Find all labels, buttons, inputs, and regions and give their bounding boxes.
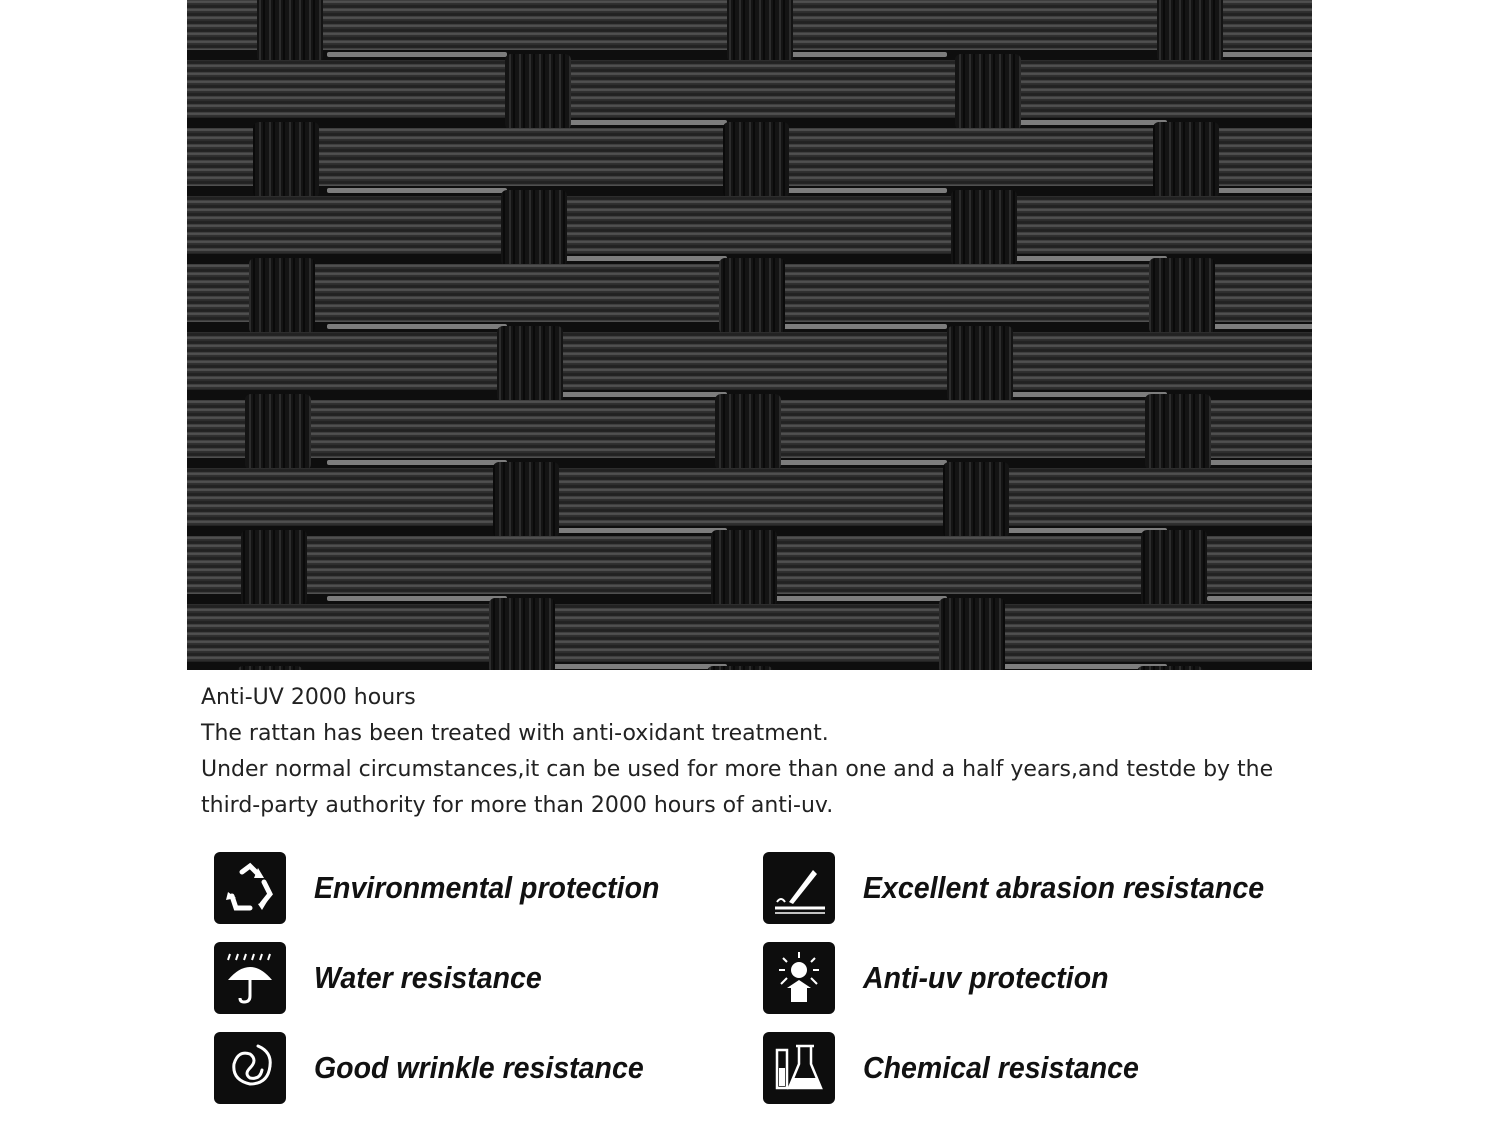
weave-light-gap — [547, 528, 727, 533]
weave-vertical-strand — [723, 122, 789, 198]
weave-light-gap — [327, 460, 507, 465]
flask-icon — [763, 1032, 835, 1104]
weave-vertical-strand — [493, 462, 559, 538]
feature-label: Anti-uv protection — [863, 960, 1109, 995]
weave-light-gap — [987, 392, 1167, 397]
weave-vertical-strand — [257, 0, 323, 62]
swirl-icon — [214, 1032, 286, 1104]
weave-vertical-strand — [1149, 258, 1215, 334]
weave-vertical-strand — [241, 530, 307, 606]
weave-vertical-strand — [489, 598, 555, 670]
feature-anti-uv-protection — [763, 942, 1130, 1014]
weave-vertical-strand — [249, 258, 315, 334]
feature-wrinkle-resistance — [214, 1032, 672, 1104]
weave-vertical-strand — [237, 666, 303, 670]
weave-horizontal-strand — [187, 468, 1312, 526]
weave-light-gap — [767, 324, 947, 329]
weave-vertical-strand — [1141, 530, 1207, 606]
feature-chemical-resistance — [763, 1032, 1163, 1104]
weave-light-gap — [547, 392, 727, 397]
rattan-weave-photo — [187, 0, 1312, 670]
feature-water-resistance — [214, 942, 562, 1014]
weave-light-gap — [767, 460, 947, 465]
weave-vertical-strand — [727, 0, 793, 62]
umbrella-rain-icon — [214, 942, 286, 1014]
feature-label: Excellent abrasion resistance — [863, 870, 1265, 905]
weave-horizontal-strand — [187, 196, 1312, 254]
sun-uv-icon — [763, 942, 835, 1014]
weave-light-gap — [1207, 324, 1312, 329]
weave-light-gap — [547, 664, 727, 669]
weave-vertical-strand — [711, 530, 777, 606]
weave-vertical-strand — [497, 326, 563, 402]
weave-light-gap — [1207, 460, 1312, 465]
weave-vertical-strand — [955, 54, 1021, 130]
weave-vertical-strand — [943, 462, 1009, 538]
weave-vertical-strand — [951, 190, 1017, 266]
description-block — [201, 680, 1311, 824]
weave-vertical-strand — [719, 258, 785, 334]
weave-vertical-strand — [505, 54, 571, 130]
weave-light-gap — [767, 52, 947, 57]
weave-light-gap — [547, 120, 727, 125]
weave-horizontal-strand — [187, 604, 1312, 662]
description-line-3: third-party authority for more than 2000 hours of anti-uv. — [201, 793, 834, 818]
feature-abrasion-resistance — [763, 852, 1299, 924]
weave-vertical-strand — [939, 598, 1005, 670]
description-heading: Anti-UV 2000 hours — [201, 685, 416, 710]
weave-light-gap — [327, 324, 507, 329]
weave-light-gap — [1207, 188, 1312, 193]
weave-light-gap — [767, 596, 947, 601]
feature-label: Chemical resistance — [863, 1050, 1139, 1085]
weave-light-gap — [327, 52, 507, 57]
weave-vertical-strand — [1137, 666, 1203, 670]
feature-label: Water resistance — [314, 960, 542, 995]
weave-light-gap — [547, 256, 727, 261]
description-line-2: Under normal circumstances,it can be used for more than one and a half years,and testde by the — [201, 757, 1274, 782]
weave-horizontal-strand — [187, 60, 1312, 118]
weave-light-gap — [1207, 596, 1312, 601]
weave-vertical-strand — [1157, 0, 1223, 62]
weave-vertical-strand — [245, 394, 311, 470]
weave-vertical-strand — [707, 666, 773, 670]
description-line-1: The rattan has been treated with anti-oxidant treatment. — [201, 721, 829, 746]
weave-horizontal-strand — [187, 332, 1312, 390]
feature-label: Good wrinkle resistance — [314, 1050, 644, 1085]
weave-light-gap — [327, 596, 507, 601]
weave-light-gap — [327, 188, 507, 193]
weave-light-gap — [767, 188, 947, 193]
feature-environmental-protection — [214, 852, 689, 924]
recycle-icon — [214, 852, 286, 924]
feature-label: Environmental protection — [314, 870, 660, 905]
abrasion-blade-icon — [763, 852, 835, 924]
weave-vertical-strand — [253, 122, 319, 198]
weave-vertical-strand — [947, 326, 1013, 402]
weave-light-gap — [987, 528, 1167, 533]
rattan-weave-illustration — [187, 0, 1312, 670]
weave-vertical-strand — [1145, 394, 1211, 470]
weave-vertical-strand — [501, 190, 567, 266]
weave-vertical-strand — [1153, 122, 1219, 198]
weave-vertical-strand — [715, 394, 781, 470]
